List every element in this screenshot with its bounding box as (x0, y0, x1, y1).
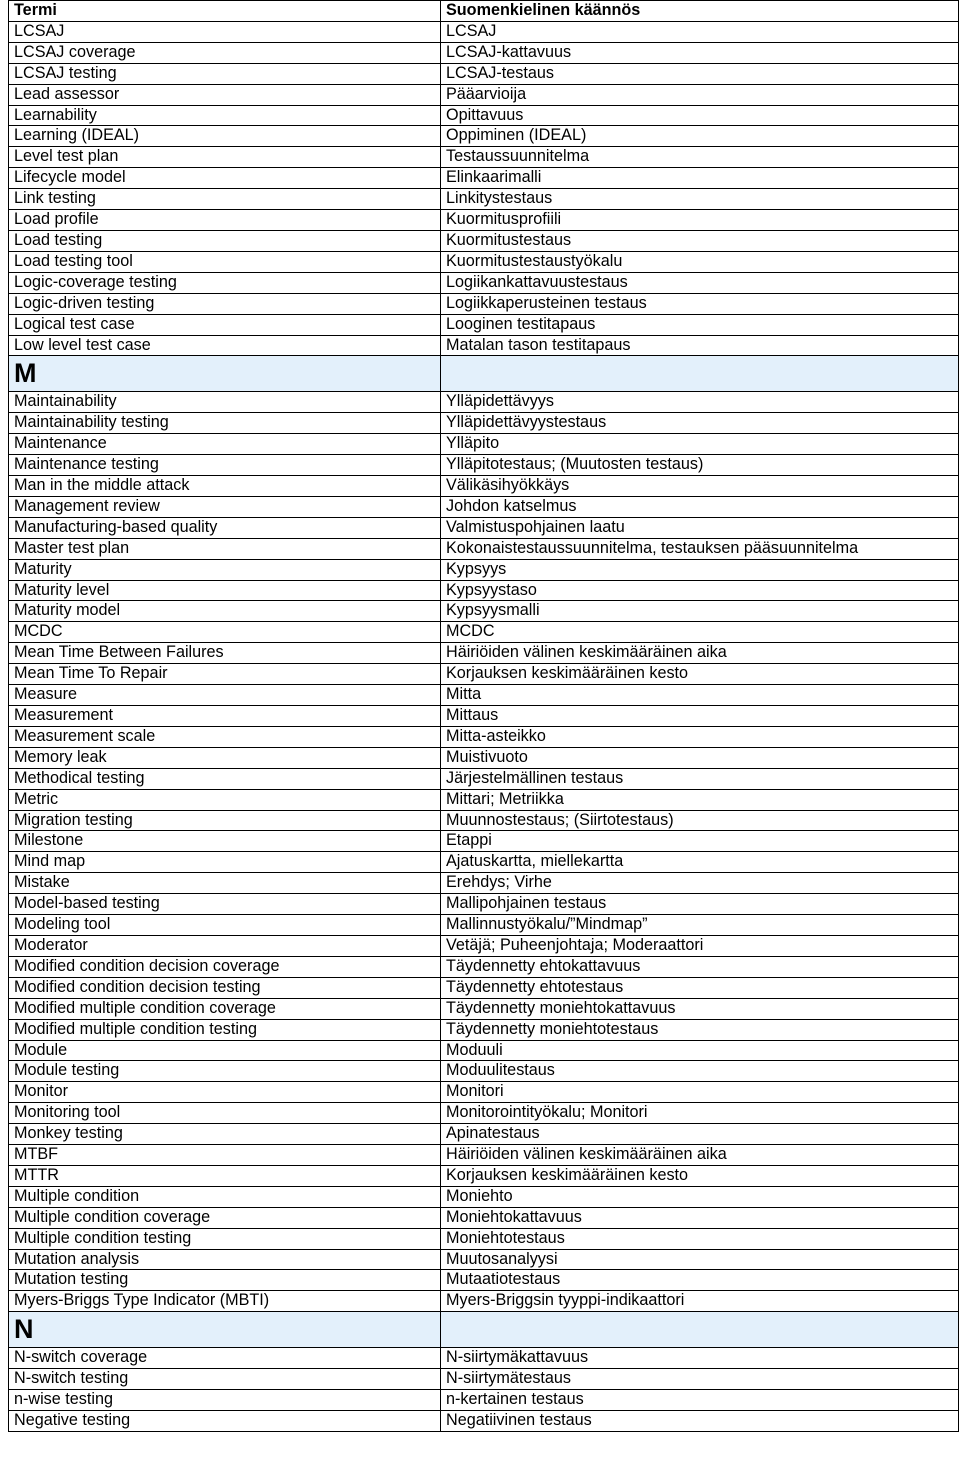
glossary-row (9, 392, 959, 413)
glossary-row (9, 1061, 959, 1082)
glossary-row (9, 977, 959, 998)
term-cell: Modified condition decision coverage (9, 956, 441, 977)
glossary-row (9, 21, 959, 42)
term-cell: Measurement (9, 706, 441, 727)
glossary-row (9, 413, 959, 434)
section-heading-row (9, 356, 959, 392)
term-cell: n-wise testing (9, 1390, 441, 1411)
translation-cell: LCSAJ-kattavuus (441, 42, 959, 63)
glossary-row (9, 538, 959, 559)
glossary-row (9, 643, 959, 664)
glossary-row (9, 1165, 959, 1186)
term-cell: Myers-Briggs Type Indicator (MBTI) (9, 1291, 441, 1312)
translation-cell: Järjestelmällinen testaus (441, 768, 959, 789)
translation-cell: Ylläpito (441, 434, 959, 455)
translation-cell: Täydennetty moniehtokattavuus (441, 998, 959, 1019)
glossary-row (9, 580, 959, 601)
term-cell: Lead assessor (9, 84, 441, 105)
translation-cell: Ajatuskartta, miellekartta (441, 852, 959, 873)
glossary-row (9, 768, 959, 789)
translation-cell: LCSAJ (441, 21, 959, 42)
glossary-row (9, 455, 959, 476)
term-cell: Negative testing (9, 1411, 441, 1432)
term-cell: Manufacturing-based quality (9, 517, 441, 538)
glossary-row (9, 706, 959, 727)
term-cell: Moderator (9, 935, 441, 956)
glossary-row (9, 1103, 959, 1124)
section-letter: N (9, 1312, 441, 1348)
glossary-row (9, 935, 959, 956)
translation-cell: Ylläpidettävyystestaus (441, 413, 959, 434)
translation-cell: Moniehto (441, 1186, 959, 1207)
translation-cell: Korjauksen keskimääräinen kesto (441, 664, 959, 685)
section-letter: M (9, 356, 441, 392)
term-cell: Multiple condition coverage (9, 1207, 441, 1228)
header-row (9, 1, 959, 22)
glossary-row (9, 1249, 959, 1270)
term-cell: Modified multiple condition testing (9, 1019, 441, 1040)
term-cell: Learnability (9, 105, 441, 126)
term-cell: Master test plan (9, 538, 441, 559)
translation-cell: Vetäjä; Puheenjohtaja; Moderaattori (441, 935, 959, 956)
glossary-row (9, 168, 959, 189)
term-cell: Maturity (9, 559, 441, 580)
term-cell: Maintenance testing (9, 455, 441, 476)
glossary-row (9, 63, 959, 84)
translation-cell: Negatiivinen testaus (441, 1411, 959, 1432)
translation-cell: Elinkaarimalli (441, 168, 959, 189)
translation-cell: Monitori (441, 1082, 959, 1103)
glossary-row (9, 1270, 959, 1291)
glossary-row (9, 1145, 959, 1166)
term-cell: Module testing (9, 1061, 441, 1082)
translation-cell: Häiriöiden välinen keskimääräinen aika (441, 643, 959, 664)
term-cell: Management review (9, 496, 441, 517)
term-cell: Maturity level (9, 580, 441, 601)
term-cell: Module (9, 1040, 441, 1061)
translation-cell: Logiikankattavuustestaus (441, 272, 959, 293)
term-cell: Monitoring tool (9, 1103, 441, 1124)
term-cell: Low level test case (9, 335, 441, 356)
term-cell: Monkey testing (9, 1124, 441, 1145)
glossary-row (9, 747, 959, 768)
translation-cell: Kuormitusprofiili (441, 210, 959, 231)
translation-cell: Mittaus (441, 706, 959, 727)
term-cell: Modified condition decision testing (9, 977, 441, 998)
translation-cell: Kypsyystaso (441, 580, 959, 601)
glossary-row (9, 852, 959, 873)
term-cell: Maintainability testing (9, 413, 441, 434)
term-cell: Mistake (9, 873, 441, 894)
glossary-row (9, 789, 959, 810)
term-cell: LCSAJ testing (9, 63, 441, 84)
translation-cell: Mitta-asteikko (441, 726, 959, 747)
translation-cell: Kokonaistestaussuunnitelma, testauksen pääsuunnitelma (441, 538, 959, 559)
glossary-row (9, 831, 959, 852)
translation-cell: Muutosanalyysi (441, 1249, 959, 1270)
term-cell: Multiple condition (9, 1186, 441, 1207)
glossary-row (9, 251, 959, 272)
translation-cell: Moduulitestaus (441, 1061, 959, 1082)
term-cell: N-switch coverage (9, 1348, 441, 1369)
translation-cell: Kuormitustestaustyökalu (441, 251, 959, 272)
term-cell: Mutation analysis (9, 1249, 441, 1270)
translation-cell: Valmistuspohjainen laatu (441, 517, 959, 538)
term-cell: Mean Time Between Failures (9, 643, 441, 664)
term-cell: Methodical testing (9, 768, 441, 789)
term-cell: Logic-coverage testing (9, 272, 441, 293)
translation-cell: Logiikkaperusteinen testaus (441, 293, 959, 314)
term-cell: Multiple condition testing (9, 1228, 441, 1249)
translation-cell: Testaussuunnitelma (441, 147, 959, 168)
translation-cell: Ylläpitotestaus; (Muutosten testaus) (441, 455, 959, 476)
glossary-row (9, 84, 959, 105)
term-cell: LCSAJ coverage (9, 42, 441, 63)
glossary-row (9, 1369, 959, 1390)
translation-cell: Mallinnustyökalu/”Mindmap” (441, 915, 959, 936)
term-cell: MTBF (9, 1145, 441, 1166)
translation-cell: Johdon katselmus (441, 496, 959, 517)
term-cell: Maintenance (9, 434, 441, 455)
translation-cell: Korjauksen keskimääräinen kesto (441, 1165, 959, 1186)
translation-cell: Etappi (441, 831, 959, 852)
glossary-row (9, 726, 959, 747)
translation-cell: Muistivuoto (441, 747, 959, 768)
glossary-row (9, 210, 959, 231)
glossary-row (9, 272, 959, 293)
glossary-row (9, 915, 959, 936)
translation-cell: Muunnostestaus; (Siirtotestaus) (441, 810, 959, 831)
section-heading-row (9, 1312, 959, 1348)
glossary-row (9, 1348, 959, 1369)
translation-cell: N-siirtymätestaus (441, 1369, 959, 1390)
term-cell: Level test plan (9, 147, 441, 168)
translation-cell: Täydennetty ehtotestaus (441, 977, 959, 998)
translation-cell: Täydennetty ehtokattavuus (441, 956, 959, 977)
glossary-row (9, 1082, 959, 1103)
glossary-row (9, 559, 959, 580)
glossary-row (9, 1291, 959, 1312)
translation-cell: Moniehtokattavuus (441, 1207, 959, 1228)
section-empty-cell (441, 1312, 959, 1348)
term-cell: Load profile (9, 210, 441, 231)
term-cell: Milestone (9, 831, 441, 852)
glossary-row (9, 1411, 959, 1432)
translation-cell: Linkitystestaus (441, 189, 959, 210)
term-cell: Measure (9, 685, 441, 706)
translation-cell: Välikäsihyökkäys (441, 476, 959, 497)
term-cell: N-switch testing (9, 1369, 441, 1390)
translation-cell: n-kertainen testaus (441, 1390, 959, 1411)
translation-cell: Täydennetty moniehtotestaus (441, 1019, 959, 1040)
translation-cell: Kypsyys (441, 559, 959, 580)
term-cell: Lifecycle model (9, 168, 441, 189)
glossary-row (9, 147, 959, 168)
term-column-header: Termi (9, 1, 441, 22)
glossary-row (9, 685, 959, 706)
glossary-row (9, 601, 959, 622)
translation-cell: Mittari; Metriikka (441, 789, 959, 810)
translation-cell: Mitta (441, 685, 959, 706)
translation-cell: Oppiminen (IDEAL) (441, 126, 959, 147)
glossary-row (9, 956, 959, 977)
term-cell: Learning (IDEAL) (9, 126, 441, 147)
translation-cell: Erehdys; Virhe (441, 873, 959, 894)
glossary-row (9, 664, 959, 685)
term-cell: Modeling tool (9, 915, 441, 936)
translation-cell: Kypsyysmalli (441, 601, 959, 622)
term-cell: Measurement scale (9, 726, 441, 747)
term-cell: Maintainability (9, 392, 441, 413)
section-empty-cell (441, 356, 959, 392)
glossary-row (9, 998, 959, 1019)
translation-cell: Häiriöiden välinen keskimääräinen aika (441, 1145, 959, 1166)
translation-cell: Matalan tason testitapaus (441, 335, 959, 356)
glossary-row (9, 873, 959, 894)
glossary-row (9, 894, 959, 915)
glossary-row (9, 314, 959, 335)
glossary-row (9, 622, 959, 643)
translation-cell: Pääarvioija (441, 84, 959, 105)
term-cell: Mutation testing (9, 1270, 441, 1291)
term-cell: Maturity model (9, 601, 441, 622)
translation-cell: Moduuli (441, 1040, 959, 1061)
term-cell: Modified multiple condition coverage (9, 998, 441, 1019)
glossary-row (9, 476, 959, 497)
translation-cell: Myers-Briggsin tyyppi-indikaattori (441, 1291, 959, 1312)
translation-cell: Looginen testitapaus (441, 314, 959, 335)
translation-cell: Moniehtotestaus (441, 1228, 959, 1249)
glossary-body (9, 21, 959, 1431)
translation-cell: Mutaatiotestaus (441, 1270, 959, 1291)
glossary-row (9, 42, 959, 63)
glossary-row (9, 1228, 959, 1249)
term-cell: Logical test case (9, 314, 441, 335)
glossary-row (9, 517, 959, 538)
glossary-row (9, 1040, 959, 1061)
glossary-row (9, 105, 959, 126)
term-cell: LCSAJ (9, 21, 441, 42)
translation-cell: Opittavuus (441, 105, 959, 126)
translation-cell: MCDC (441, 622, 959, 643)
translation-cell: LCSAJ-testaus (441, 63, 959, 84)
translation-cell: Mallipohjainen testaus (441, 894, 959, 915)
term-cell: Memory leak (9, 747, 441, 768)
term-cell: Logic-driven testing (9, 293, 441, 314)
glossary-row (9, 1207, 959, 1228)
glossary-row (9, 189, 959, 210)
translation-cell: Kuormitustestaus (441, 230, 959, 251)
glossary-row (9, 810, 959, 831)
translation-cell: Apinatestaus (441, 1124, 959, 1145)
term-cell: MCDC (9, 622, 441, 643)
term-cell: Load testing (9, 230, 441, 251)
term-cell: Link testing (9, 189, 441, 210)
glossary-row (9, 1390, 959, 1411)
translation-cell: Ylläpidettävyys (441, 392, 959, 413)
glossary-row (9, 230, 959, 251)
glossary-row (9, 1124, 959, 1145)
glossary-row (9, 1019, 959, 1040)
glossary-table (8, 0, 959, 1432)
term-cell: Mean Time To Repair (9, 664, 441, 685)
term-cell: Migration testing (9, 810, 441, 831)
term-cell: Metric (9, 789, 441, 810)
term-cell: Mind map (9, 852, 441, 873)
term-cell: Model-based testing (9, 894, 441, 915)
term-cell: Load testing tool (9, 251, 441, 272)
translation-column-header: Suomenkielinen käännös (441, 1, 959, 22)
term-cell: Man in the middle attack (9, 476, 441, 497)
term-cell: MTTR (9, 1165, 441, 1186)
glossary-row (9, 434, 959, 455)
translation-cell: N-siirtymäkattavuus (441, 1348, 959, 1369)
glossary-row (9, 335, 959, 356)
glossary-row (9, 496, 959, 517)
translation-cell: Monitorointityökalu; Monitori (441, 1103, 959, 1124)
glossary-row (9, 1186, 959, 1207)
glossary-row (9, 126, 959, 147)
glossary-row (9, 293, 959, 314)
term-cell: Monitor (9, 1082, 441, 1103)
